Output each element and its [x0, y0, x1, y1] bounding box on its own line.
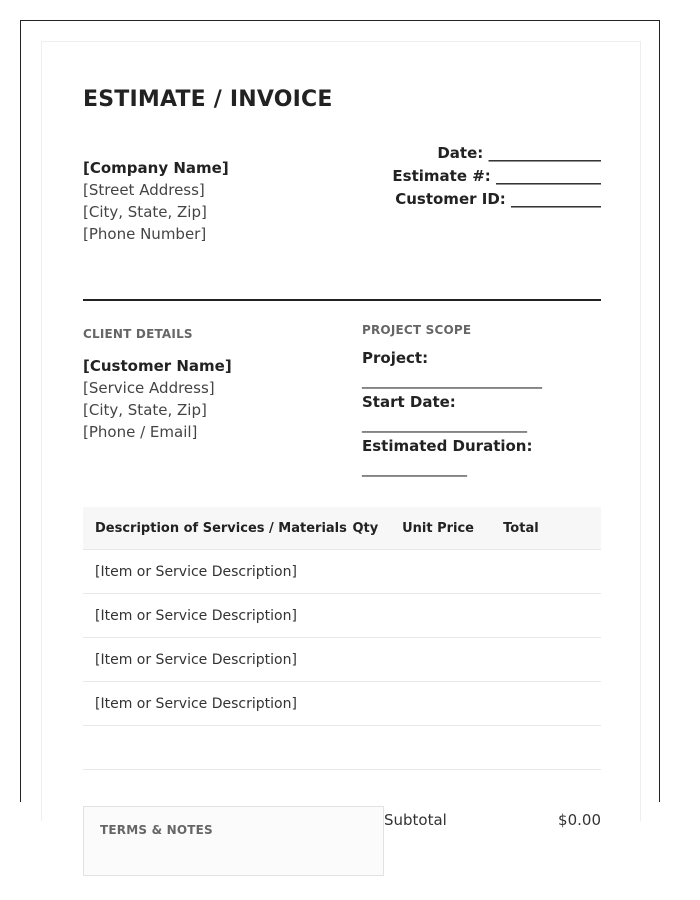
header-divider: [83, 299, 601, 301]
invoice-title: ESTIMATE / INVOICE: [83, 87, 333, 112]
company-phone: [Phone Number]: [83, 225, 207, 243]
item-qty: [352, 638, 402, 682]
client-contact: [Phone / Email]: [83, 423, 198, 441]
header-total: Total: [503, 507, 601, 550]
date-field: Date: _______________: [437, 144, 601, 162]
company-city: [City, State, Zip]: [83, 203, 207, 221]
invoice-summary: [384, 811, 601, 829]
customer-name: [Customer Name]: [83, 357, 232, 375]
terms-notes-box: [83, 806, 384, 876]
invoice-page: [41, 41, 641, 837]
table-header: [83, 507, 601, 550]
subtotal-label: Subtotal: [384, 811, 447, 829]
client-city: [City, State, Zip]: [83, 401, 207, 419]
project-blank: ________________________: [362, 371, 542, 389]
item-qty: [352, 550, 402, 594]
project-scope: [362, 323, 601, 479]
item-description: [Item or Service Description]: [83, 682, 352, 726]
services-table: [83, 507, 601, 770]
item-qty: [352, 594, 402, 638]
duration-blank: ______________: [362, 459, 467, 477]
subtotal-value: $0.00: [558, 811, 601, 829]
terms-notes-label: TERMS & NOTES: [100, 823, 213, 837]
start-date-label: Start Date:: [362, 393, 456, 411]
project-scope-label: PROJECT SCOPE: [362, 323, 472, 337]
item-total: [503, 682, 601, 726]
item-unit-price: [402, 638, 503, 682]
table-header-row: [83, 507, 601, 550]
item-unit-price: [402, 594, 503, 638]
table-body: [83, 550, 601, 770]
table-row: [83, 638, 601, 682]
duration-label: Estimated Duration:: [362, 437, 533, 455]
item-description: [Item or Service Description]: [83, 550, 352, 594]
company-name: [Company Name]: [83, 159, 229, 177]
table-row: [83, 682, 601, 726]
header-unit-price: Unit Price: [402, 507, 503, 550]
estimate-number-field: Estimate #: ______________: [392, 167, 601, 185]
item-qty: [352, 682, 402, 726]
service-address: [Service Address]: [83, 379, 215, 397]
table-spacer-row: [83, 726, 601, 770]
client-details-label: CLIENT DETAILS: [83, 327, 193, 341]
item-total: [503, 638, 601, 682]
company-street: [Street Address]: [83, 181, 205, 199]
item-total: [503, 594, 601, 638]
header-description: Description of Services / Materials: [83, 507, 352, 550]
customer-id-field: Customer ID: ____________: [395, 190, 601, 208]
item-description: [Item or Service Description]: [83, 638, 352, 682]
invoice-meta: [301, 142, 601, 211]
item-total: [503, 550, 601, 594]
table-row: [83, 550, 601, 594]
document-sheet: [20, 20, 660, 837]
subtotal-row: [384, 811, 601, 829]
item-unit-price: [402, 682, 503, 726]
item-unit-price: [402, 550, 503, 594]
table-spacer-cell: [83, 726, 601, 770]
client-details: [83, 323, 232, 443]
header-qty: Qty: [352, 507, 402, 550]
company-block: [83, 157, 229, 245]
project-label: Project:: [362, 349, 429, 367]
table-row: [83, 594, 601, 638]
item-description: [Item or Service Description]: [83, 594, 352, 638]
start-date-blank: ______________________: [362, 415, 527, 433]
